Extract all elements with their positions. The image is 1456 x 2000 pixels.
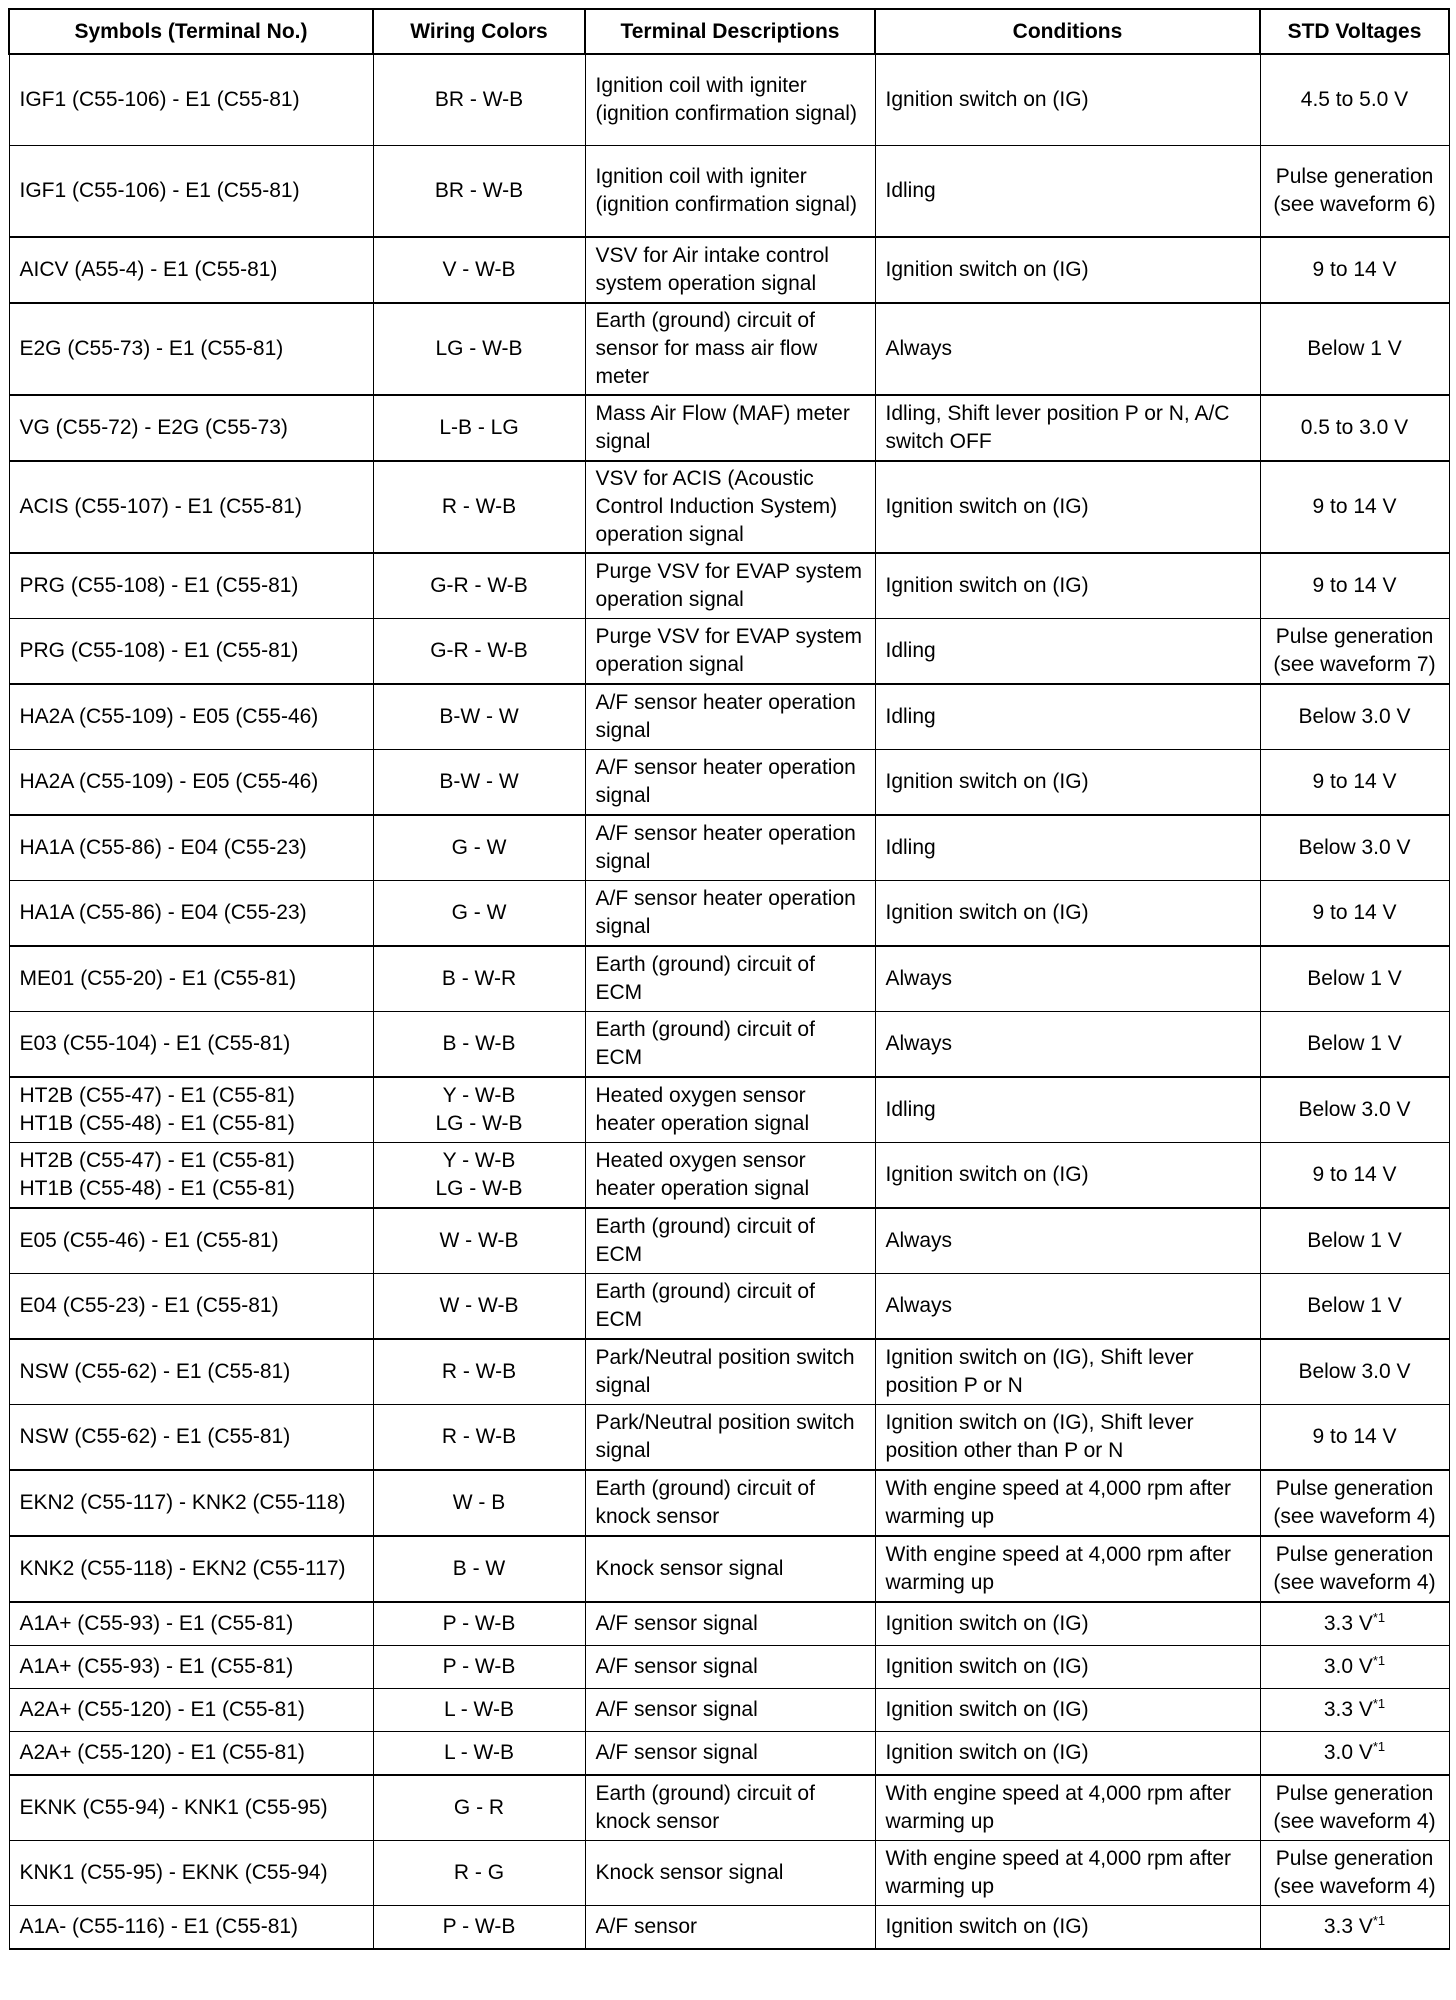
std-voltage-cell: Pulse generation (see waveform 4)	[1260, 1536, 1449, 1602]
std-voltage-cell: Below 3.0 V	[1260, 1077, 1449, 1143]
condition-cell: Ignition switch on (IG)	[875, 1602, 1260, 1646]
std-voltage-cell: 9 to 14 V	[1260, 461, 1449, 553]
terminal-description-cell: A/F sensor	[585, 1906, 875, 1950]
header-wiring-colors: Wiring Colors	[373, 9, 585, 54]
wiring-color-cell: W - W-B	[373, 1274, 585, 1340]
terminal-description-cell: A/F sensor signal	[585, 1602, 875, 1646]
symbol-cell: IGF1 (C55-106) - E1 (C55-81)	[9, 54, 373, 146]
condition-cell: Ignition switch on (IG)	[875, 1906, 1260, 1950]
std-voltage-cell: 3.3 $V^{*1}$	[1260, 1602, 1449, 1646]
footnote-marker: *1	[1372, 1610, 1386, 1625]
footnote-marker: *1	[1372, 1739, 1386, 1754]
condition-cell: Always	[875, 1274, 1260, 1340]
wiring-color-cell: BR - W-B	[373, 146, 585, 238]
symbol-cell: HT2B (C55-47) - E1 (C55-81) HT1B (C55-48) - E1 (C55-81)	[9, 1143, 373, 1209]
terminal-description-cell: Heated oxygen sensor heater operation signal	[585, 1077, 875, 1143]
symbol-cell: PRG (C55-108) - E1 (C55-81)	[9, 553, 373, 619]
condition-cell: Idling	[875, 1077, 1260, 1143]
condition-cell: Ignition switch on (IG)	[875, 750, 1260, 816]
symbol-cell: HA2A (C55-109) - E05 (C55-46)	[9, 750, 373, 816]
wiring-color-cell: P - W-B	[373, 1646, 585, 1689]
symbol-cell: A2A+ (C55-120) - E1 (C55-81)	[9, 1689, 373, 1732]
std-voltage-cell: 3.0 $V^{*1}$	[1260, 1646, 1449, 1689]
table-row	[9, 461, 1449, 553]
condition-cell: Ignition switch on (IG)	[875, 54, 1260, 146]
condition-cell: Idling	[875, 815, 1260, 881]
table-row	[9, 815, 1449, 881]
table-row	[9, 881, 1449, 947]
table-row	[9, 303, 1449, 395]
symbol-cell: E2G (C55-73) - E1 (C55-81)	[9, 303, 373, 395]
header-symbols: Symbols (Terminal No.)	[9, 9, 373, 54]
symbol-cell: HA1A (C55-86) - E04 (C55-23)	[9, 815, 373, 881]
terminal-description-cell: A/F sensor heater operation signal	[585, 684, 875, 750]
symbol-cell: VG (C55-72) - E2G (C55-73)	[9, 395, 373, 461]
wiring-color-cell: W - W-B	[373, 1208, 585, 1274]
std-voltage-cell: 9 to 14 V	[1260, 237, 1449, 303]
symbol-cell: ME01 (C55-20) - E1 (C55-81)	[9, 946, 373, 1012]
terminal-description-cell: A/F sensor signal	[585, 1689, 875, 1732]
condition-cell: With engine speed at 4,000 rpm after warming up	[875, 1470, 1260, 1536]
terminal-description-cell: Knock sensor signal	[585, 1536, 875, 1602]
condition-cell: Ignition switch on (IG)	[875, 1689, 1260, 1732]
wiring-color-cell: V - W-B	[373, 237, 585, 303]
table-row	[9, 1339, 1449, 1405]
condition-cell: Ignition switch on (IG)	[875, 1143, 1260, 1209]
symbol-cell: ACIS (C55-107) - E1 (C55-81)	[9, 461, 373, 553]
condition-cell: Ignition switch on (IG), Shift lever position P or N	[875, 1339, 1260, 1405]
wiring-color-cell: G-R - W-B	[373, 619, 585, 685]
terminal-description-cell: Ignition coil with igniter (ignition confirmation signal)	[585, 146, 875, 238]
condition-cell: Always	[875, 1012, 1260, 1078]
symbol-cell: AICV (A55-4) - E1 (C55-81)	[9, 237, 373, 303]
condition-cell: Idling, Shift lever position P or N, A/C switch OFF	[875, 395, 1260, 461]
terminal-table-container	[8, 8, 1448, 1950]
table-row	[9, 1208, 1449, 1274]
terminal-description-cell: A/F sensor heater operation signal	[585, 815, 875, 881]
wiring-color-cell: R - W-B	[373, 1405, 585, 1471]
terminal-description-cell: Earth (ground) circuit of knock sensor	[585, 1775, 875, 1841]
std-voltage-cell: Pulse generation (see waveform 4)	[1260, 1841, 1449, 1906]
symbol-cell: PRG (C55-108) - E1 (C55-81)	[9, 619, 373, 685]
symbol-cell: KNK1 (C55-95) - EKNK (C55-94)	[9, 1841, 373, 1906]
symbol-cell: E05 (C55-46) - E1 (C55-81)	[9, 1208, 373, 1274]
condition-cell: With engine speed at 4,000 rpm after warming up	[875, 1775, 1260, 1841]
std-voltage-cell: 9 to 14 V	[1260, 750, 1449, 816]
table-row	[9, 1405, 1449, 1471]
std-voltage-cell: 9 to 14 V	[1260, 881, 1449, 947]
condition-cell: Ignition switch on (IG)	[875, 1732, 1260, 1776]
terminal-description-cell: Earth (ground) circuit of knock sensor	[585, 1470, 875, 1536]
table-row	[9, 946, 1449, 1012]
std-voltage-cell: Below 3.0 V	[1260, 1339, 1449, 1405]
terminal-description-cell: Purge VSV for EVAP system operation signal	[585, 553, 875, 619]
symbol-cell: E03 (C55-104) - E1 (C55-81)	[9, 1012, 373, 1078]
header-row	[9, 9, 1449, 54]
terminal-description-cell: Park/Neutral position switch signal	[585, 1405, 875, 1471]
header-conditions: Conditions	[875, 9, 1260, 54]
wiring-color-cell: G - W	[373, 815, 585, 881]
terminal-description-cell: A/F sensor heater operation signal	[585, 881, 875, 947]
condition-cell: Idling	[875, 619, 1260, 685]
wiring-color-cell: L-B - LG	[373, 395, 585, 461]
condition-cell: Ignition switch on (IG)	[875, 1646, 1260, 1689]
table-row	[9, 1841, 1449, 1906]
std-voltage-cell: Pulse generation (see waveform 6)	[1260, 146, 1449, 238]
terminal-description-cell: A/F sensor heater operation signal	[585, 750, 875, 816]
wiring-color-cell: Y - W-B LG - W-B	[373, 1143, 585, 1209]
terminal-description-cell: Purge VSV for EVAP system operation signal	[585, 619, 875, 685]
terminal-description-cell: Earth (ground) circuit of sensor for mass air flow meter	[585, 303, 875, 395]
symbol-cell: NSW (C55-62) - E1 (C55-81)	[9, 1339, 373, 1405]
table-row	[9, 1536, 1449, 1602]
symbol-cell: EKNK (C55-94) - KNK1 (C55-95)	[9, 1775, 373, 1841]
condition-cell: Idling	[875, 684, 1260, 750]
wiring-color-cell: BR - W-B	[373, 54, 585, 146]
wiring-color-cell: P - W-B	[373, 1602, 585, 1646]
wiring-color-cell: L - W-B	[373, 1732, 585, 1776]
table-row	[9, 237, 1449, 303]
terminal-description-cell: VSV for Air intake control system operation signal	[585, 237, 875, 303]
std-voltage-cell: 3.0 $V^{*1}$	[1260, 1732, 1449, 1776]
std-voltage-cell: 3.3 $V^{*1}$	[1260, 1689, 1449, 1732]
std-voltage-cell: Below 1 V	[1260, 946, 1449, 1012]
condition-cell: With engine speed at 4,000 rpm after warming up	[875, 1536, 1260, 1602]
std-voltage-cell: 0.5 to 3.0 V	[1260, 395, 1449, 461]
table-row	[9, 1143, 1449, 1209]
condition-cell: Always	[875, 946, 1260, 1012]
condition-cell: Idling	[875, 146, 1260, 238]
terminal-description-cell: Earth (ground) circuit of ECM	[585, 1012, 875, 1078]
std-voltage-cell: 9 to 14 V	[1260, 1405, 1449, 1471]
wiring-color-cell: G - R	[373, 1775, 585, 1841]
std-voltage-cell: Pulse generation (see waveform 4)	[1260, 1470, 1449, 1536]
symbol-cell: NSW (C55-62) - E1 (C55-81)	[9, 1405, 373, 1471]
table-row	[9, 395, 1449, 461]
condition-cell: Ignition switch on (IG)	[875, 461, 1260, 553]
symbol-cell: E04 (C55-23) - E1 (C55-81)	[9, 1274, 373, 1340]
condition-cell: Ignition switch on (IG)	[875, 881, 1260, 947]
table-row	[9, 684, 1449, 750]
std-voltage-cell: 4.5 to 5.0 V	[1260, 54, 1449, 146]
table-row	[9, 1775, 1449, 1841]
std-voltage-cell: Below 1 V	[1260, 303, 1449, 395]
terminal-description-cell: Mass Air Flow (MAF) meter signal	[585, 395, 875, 461]
wiring-color-cell: L - W-B	[373, 1689, 585, 1732]
header-std-voltages: STD Voltages	[1260, 9, 1449, 54]
table-row	[9, 54, 1449, 146]
table-row	[9, 146, 1449, 238]
symbol-cell: A1A+ (C55-93) - E1 (C55-81)	[9, 1646, 373, 1689]
wiring-color-cell: R - G	[373, 1841, 585, 1906]
terminal-description-cell: A/F sensor signal	[585, 1732, 875, 1776]
symbol-cell: KNK2 (C55-118) - EKN2 (C55-117)	[9, 1536, 373, 1602]
symbol-cell: A1A+ (C55-93) - E1 (C55-81)	[9, 1602, 373, 1646]
wiring-color-cell: B - W	[373, 1536, 585, 1602]
table-row	[9, 1012, 1449, 1078]
std-voltage-cell: Pulse generation (see waveform 4)	[1260, 1775, 1449, 1841]
table-row	[9, 1602, 1449, 1646]
wiring-color-cell: B-W - W	[373, 750, 585, 816]
wiring-color-cell: B - W-B	[373, 1012, 585, 1078]
table-row	[9, 1470, 1449, 1536]
symbol-cell: A1A- (C55-116) - E1 (C55-81)	[9, 1906, 373, 1950]
terminal-description-cell: Earth (ground) circuit of ECM	[585, 1208, 875, 1274]
table-header	[9, 9, 1449, 54]
wiring-color-cell: LG - W-B	[373, 303, 585, 395]
symbol-cell: HA2A (C55-109) - E05 (C55-46)	[9, 684, 373, 750]
symbol-cell: HA1A (C55-86) - E04 (C55-23)	[9, 881, 373, 947]
terminal-description-cell: Heated oxygen sensor heater operation signal	[585, 1143, 875, 1209]
table-row	[9, 1906, 1449, 1950]
terminal-description-cell: A/F sensor signal	[585, 1646, 875, 1689]
table-row	[9, 1646, 1449, 1689]
terminal-description-cell: Earth (ground) circuit of ECM	[585, 946, 875, 1012]
std-voltage-cell: Below 3.0 V	[1260, 815, 1449, 881]
std-voltage-cell: Below 1 V	[1260, 1208, 1449, 1274]
header-terminal-descriptions: Terminal Descriptions	[585, 9, 875, 54]
std-voltage-cell: Below 3.0 V	[1260, 684, 1449, 750]
symbol-cell: IGF1 (C55-106) - E1 (C55-81)	[9, 146, 373, 238]
std-voltage-cell: 9 to 14 V	[1260, 553, 1449, 619]
std-voltage-cell: Below 1 V	[1260, 1012, 1449, 1078]
footnote-marker: *1	[1372, 1913, 1386, 1928]
terminal-description-cell: Ignition coil with igniter (ignition confirmation signal)	[585, 54, 875, 146]
condition-cell: Ignition switch on (IG)	[875, 553, 1260, 619]
wiring-color-cell: P - W-B	[373, 1906, 585, 1950]
table-body	[9, 54, 1449, 1949]
terminal-voltage-table	[8, 8, 1450, 1950]
table-row	[9, 553, 1449, 619]
wiring-color-cell: R - W-B	[373, 1339, 585, 1405]
wiring-color-cell: Y - W-B LG - W-B	[373, 1077, 585, 1143]
terminal-description-cell: VSV for ACIS (Acoustic Control Induction System) operation signal	[585, 461, 875, 553]
wiring-color-cell: R - W-B	[373, 461, 585, 553]
table-row	[9, 1077, 1449, 1143]
wiring-color-cell: B - W-R	[373, 946, 585, 1012]
table-row	[9, 1274, 1449, 1340]
table-row	[9, 1732, 1449, 1776]
wiring-color-cell: G-R - W-B	[373, 553, 585, 619]
condition-cell: Always	[875, 1208, 1260, 1274]
wiring-color-cell: B-W - W	[373, 684, 585, 750]
std-voltage-cell: Pulse generation (see waveform 7)	[1260, 619, 1449, 685]
condition-cell: Always	[875, 303, 1260, 395]
terminal-description-cell: Knock sensor signal	[585, 1841, 875, 1906]
wiring-color-cell: W - B	[373, 1470, 585, 1536]
symbol-cell: HT2B (C55-47) - E1 (C55-81) HT1B (C55-48) - E1 (C55-81)	[9, 1077, 373, 1143]
std-voltage-cell: 9 to 14 V	[1260, 1143, 1449, 1209]
std-voltage-cell: 3.3 $V^{*1}$	[1260, 1906, 1449, 1950]
symbol-cell: EKN2 (C55-117) - KNK2 (C55-118)	[9, 1470, 373, 1536]
wiring-color-cell: G - W	[373, 881, 585, 947]
terminal-description-cell: Park/Neutral position switch signal	[585, 1339, 875, 1405]
table-row	[9, 750, 1449, 816]
condition-cell: Ignition switch on (IG)	[875, 237, 1260, 303]
footnote-marker: *1	[1372, 1653, 1386, 1668]
terminal-description-cell: Earth (ground) circuit of ECM	[585, 1274, 875, 1340]
condition-cell: Ignition switch on (IG), Shift lever position other than P or N	[875, 1405, 1260, 1471]
table-row	[9, 619, 1449, 685]
table-row	[9, 1689, 1449, 1732]
std-voltage-cell: Below 1 V	[1260, 1274, 1449, 1340]
footnote-marker: *1	[1372, 1696, 1386, 1711]
condition-cell: With engine speed at 4,000 rpm after warming up	[875, 1841, 1260, 1906]
symbol-cell: A2A+ (C55-120) - E1 (C55-81)	[9, 1732, 373, 1776]
